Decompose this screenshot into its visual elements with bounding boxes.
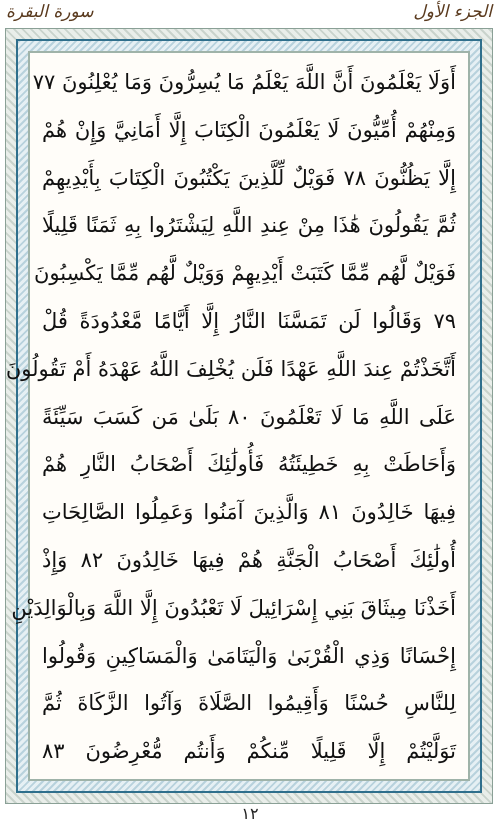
verse-line-10: فِيهَا خَالِدُونَ ٨١ وَالَّذِينَ آمَنُوا وَعَمِلُوا الصَّالِحَاتِ [42,500,456,525]
verse-line-9: وَأَحَاطَتْ بِهِ خَطِيئَتُهُ فَأُولَٰئِكَ أَصْحَابُ النَّارِ هُمْ [42,452,456,477]
mushaf-page [5,51,470,781]
verse-line-5: فَوَيْلٌ لَّهُم مِّمَّا كَتَبَتْ أَيْدِيهِمْ وَوَيْلٌ لَّهُم مِّمَّا يَكْسِبُونَ [33,261,456,286]
verse-line-14: لِلنَّاسِ حُسْنًا وَأَقِيمُوا الصَّلَاةَ وَآتُوا الزَّكَاةَ ثُمَّ [42,691,456,716]
surah-name-header: سورة البقرة [6,2,94,22]
verse-lines [5,59,456,776]
juz-name-header: الجزء الأول [413,2,492,22]
verse-line-4: ثُمَّ يَقُولُونَ هَٰذَا مِنْ عِندِ اللَّهِ لِيَشْتَرُوا بِهِ ثَمَنًا قَلِيلًا [42,213,456,238]
verse-line-3: إِلَّا يَظُنُّونَ ٧٨ فَوَيْلٌ لِّلَّذِينَ يَكْتُبُونَ الْكِتَابَ بِأَيْدِيهِمْ [42,165,456,190]
verse-line-13: إِحْسَانًا وَذِي الْقُرْبَىٰ وَالْيَتَامَىٰ وَالْمَسَاكِينِ وَقُولُوا [42,643,456,668]
verse-line-6: ٧٩ وَقَالُوا لَن تَمَسَّنَا النَّارُ إِلَّا أَيَّامًا مَّعْدُودَةً قُلْ [42,308,456,333]
verse-line-2: وَمِنْهُمْ أُمِّيُّونَ لَا يَعْلَمُونَ الْكِتَابَ إِلَّا أَمَانِيَّ وَإِنْ هُمْ [42,117,456,142]
verse-line-8: عَلَى اللَّهِ مَا لَا تَعْلَمُونَ ٨٠ بَلَىٰ مَن كَسَبَ سَيِّئَةً [42,404,456,429]
page-frame [5,28,493,804]
verse-line-11: أُولَٰئِكَ أَصْحَابُ الْجَنَّةِ هُمْ فِيهَا خَالِدُونَ ٨٢ وَإِذْ [42,547,456,572]
page-number: ١٢ [241,804,259,823]
verse-line-7: أَتَّخَذْتُمْ عِندَ اللَّهِ عَهْدًا فَلَن يُخْلِفَ اللَّهُ عَهْدَهُ أَمْ تَقُولُونَ [5,356,456,381]
verse-line-12: أَخَذْنَا مِيثَاقَ بَنِي إِسْرَائِيلَ لَا تَعْبُدُونَ إِلَّا اللَّهَ وَبِالْوَالِدَيْنِ [11,595,456,620]
verse-line-1: أَوَلَا يَعْلَمُونَ أَنَّ اللَّهَ يَعْلَمُ مَا يُسِرُّونَ وَمَا يُعْلِنُونَ ٧٧ [32,70,456,94]
verse-line-15: تَوَلَّيْتُمْ إِلَّا قَلِيلًا مِّنكُمْ وَأَنتُم مُّعْرِضُونَ ٨٣ [42,739,456,764]
